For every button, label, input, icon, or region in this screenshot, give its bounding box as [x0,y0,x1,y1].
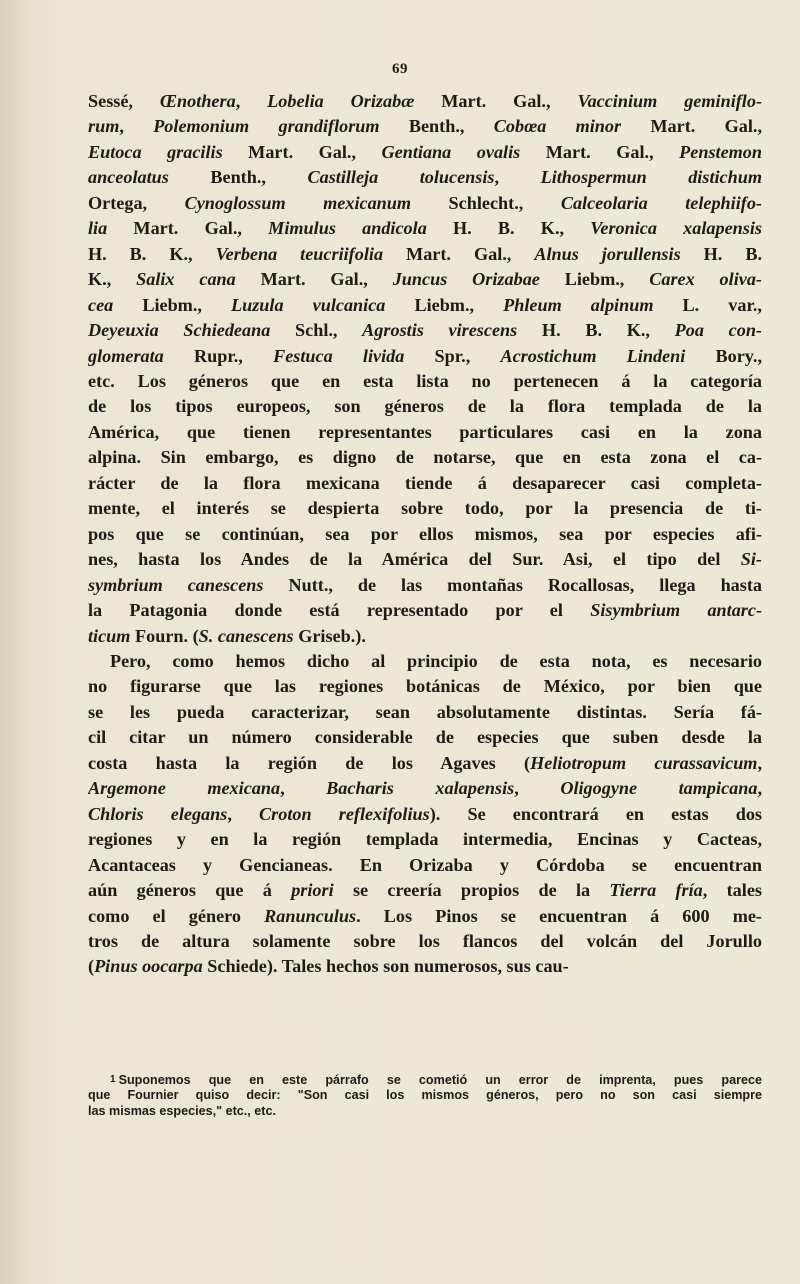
text-line: regiones y en la región templada intermedia, Encinas y Cacteas, [88,829,762,850]
text-line: Acantaceas y Gencianeas. En Orizaba y Córdoba se encuentran [88,854,762,875]
text-line: symbrium canescens Nutt., de las montañas Rocallosas, llega hasta [88,574,762,595]
text-line: K., Salix cana Mart. Gal., Juncus Orizabae Liebm., Carex oliva- [88,269,762,290]
footnote [88,1072,762,1119]
text-line: de los tipos europeos, son géneros de la flora templada de la [88,396,762,417]
text-line: cea Liebm., Luzula vulcanica Liebm., Phleum alpinum L. var., [88,294,762,315]
text-line: mente, el interés se despierta sobre todo, por la presencia de ti- [88,498,762,519]
text-line: glomerata Rupr., Festuca livida Spr., Acrostichum Lindeni Bory., [88,345,762,366]
text-line: Sessé, Œnothera, Lobelia Orizabæ Mart. Gal., Vaccinium geminiflo- [88,91,762,111]
text-line: rácter de la flora mexicana tiende á desaparecer casi completa- [88,472,762,493]
footnote-line: las mismas especies," etc., etc. [88,1103,276,1118]
footnote-line: que Fournier quiso decir: "Son casi los mismos géneros, pero no son casi siempre [88,1088,762,1103]
text-line: aún géneros que á priori se creería propios de la Tierra fría, tales [88,880,762,901]
text-line: anceolatus Benth., Castilleja tolucensis, Lithospermun distichum [88,167,762,188]
text-line: se les pueda caracterizar, sean absolutamente distintas. Sería fá- [88,701,762,722]
text-line: lia Mart. Gal., Mimulus andicola H. B. K., Veronica xalapensis [88,218,762,239]
text-line: como el género Ranunculus. Los Pinos se encuentran á 600 me- [88,905,762,926]
body-text [88,89,762,980]
text-line: nes, hasta los Andes de la América del Sur. Asi, el tipo del Si- [88,549,762,570]
text-line: Deyeuxia Schiedeana Schl., Agrostis virescens H. B. K., Poa con- [88,320,762,341]
text-line: rum, Polemonium grandiflorum Benth., Cobœa minor Mart. Gal., [88,116,762,137]
page-number: 69 [392,61,408,77]
text-line: cil citar un número considerable de especies que suben desde la [88,727,762,748]
text-line: (Pinus oocarpa Schiede). Tales hechos son numerosos, sus cau- [88,956,569,977]
text-line: costa hasta la región de los Agaves (Heliotropum curassavicum, [88,752,762,773]
text-line: tros de altura solamente sobre los flancos del volcán del Jorullo [88,930,762,951]
text-line: Pero, como hemos dicho al principio de esta nota, es necesario [110,650,762,671]
text-line: Eutoca gracilis Mart. Gal., Gentiana ovalis Mart. Gal., Penstemon [88,141,762,162]
footnote-line: 1 Suponemos que en este párrafo se cometió un error de imprenta, pues parece [110,1073,762,1087]
text-line: etc. Los géneros que en esta lista no pertenecen á la categoría [88,370,762,391]
footnote-marker: 1 [110,1074,116,1085]
text-line: Argemone mexicana, Bacharis xalapensis, Oligogyne tampicana, [88,778,762,799]
text-line: pos que se continúan, sea por ellos mismos, sea por especies afi- [88,523,762,544]
text-line: alpina. Sin embargo, es digno de notarse, que en esta zona el ca- [88,447,762,468]
text-line: ticum Fourn. (S. canescens Griseb.). [88,625,366,646]
text-line: no figurarse que las regiones botánicas de México, por bien que [88,676,762,697]
text-line: Chloris elegans, Croton reflexifolius). Se encontrará en estas dos [88,803,762,824]
text-line: la Patagonia donde está representado por el Sisymbrium antarc- [88,600,762,621]
text-line: América, que tienen representantes particulares casi en la zona [88,421,762,442]
text-line: Ortega, Cynoglossum mexicanum Schlecht., Calceolaria telephiifo- [88,192,762,213]
text-line: H. B. K., Verbena teucriifolia Mart. Gal., Alnus jorullensis H. B. [88,243,762,264]
